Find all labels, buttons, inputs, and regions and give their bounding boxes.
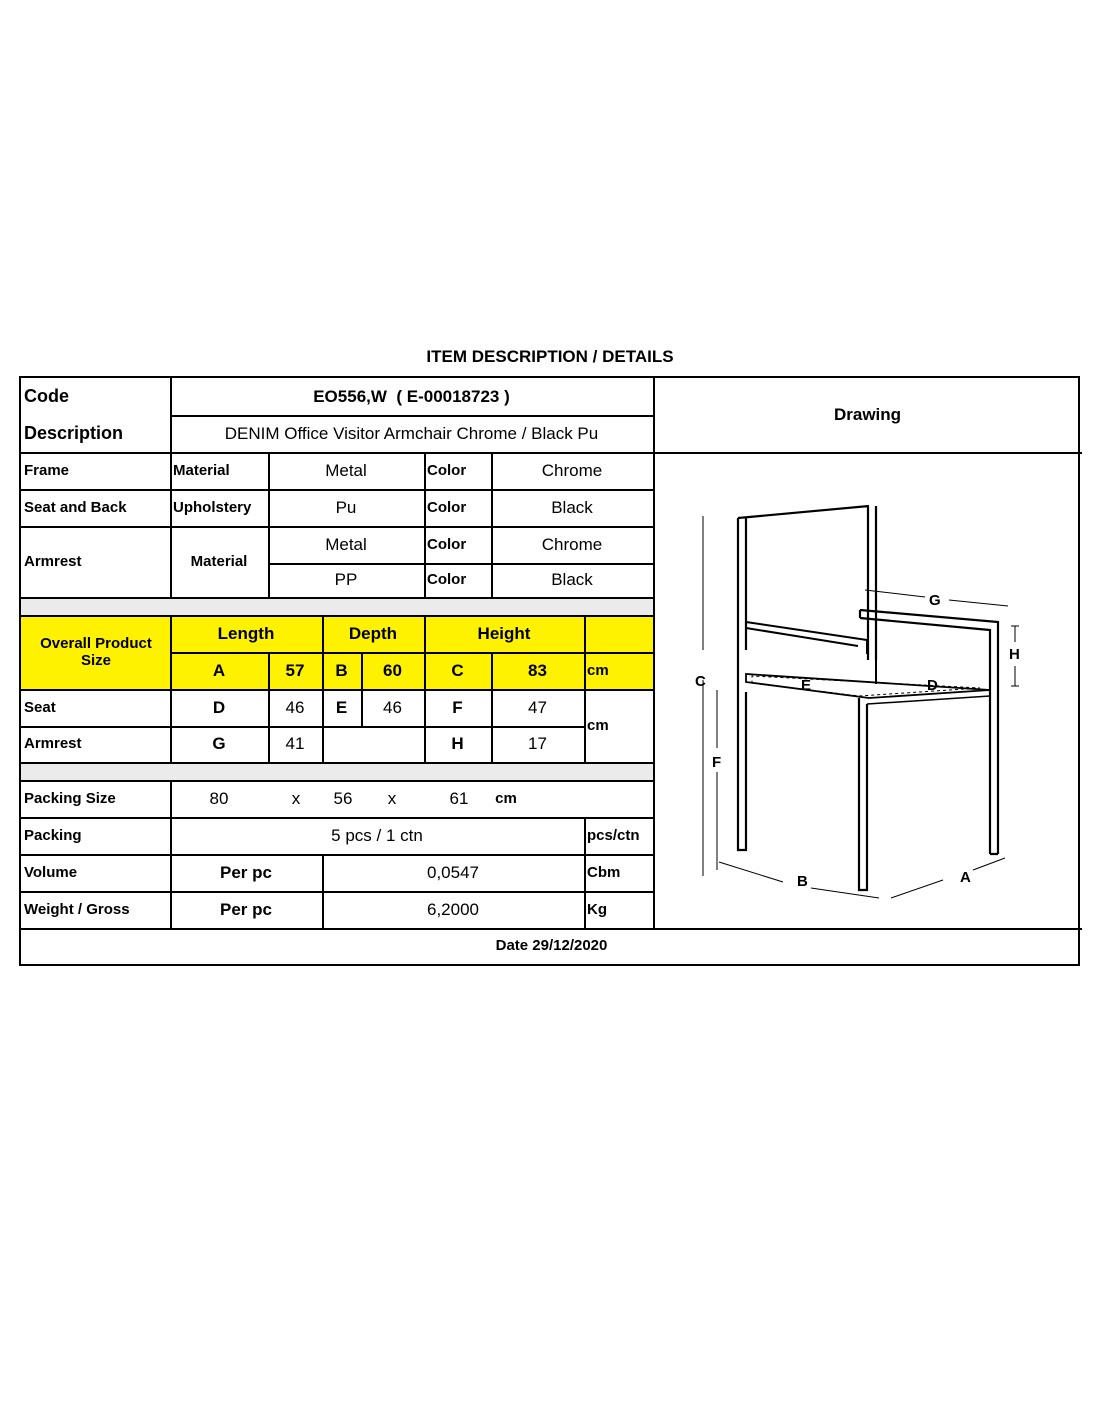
- spacer-row: [21, 597, 653, 615]
- volume-per: Per pc: [220, 862, 272, 882]
- armrest-size-label: Armrest: [24, 735, 82, 753]
- weight-value: 6,2000: [427, 899, 479, 919]
- drawing-letter-e: E: [801, 677, 812, 694]
- packing-size-label: Packing Size: [24, 789, 116, 807]
- seat-back-upholstery-value: Pu: [335, 497, 357, 517]
- packing-size-x2: x: [387, 788, 397, 808]
- drawing-letter-f: F: [712, 754, 722, 771]
- letter-h: H: [451, 734, 464, 754]
- length-header: Length: [217, 623, 275, 643]
- packing-size-unit: cm: [495, 789, 517, 807]
- chair-drawing: [653, 454, 1080, 926]
- letter-g: G: [212, 734, 226, 754]
- frame-color-label: Color: [427, 461, 467, 479]
- packing-size-x1: x: [291, 788, 301, 808]
- frame-material-value: Metal: [325, 460, 367, 480]
- armrest-color-label-1: Color: [427, 535, 467, 553]
- size-unit: cm: [587, 716, 609, 734]
- volume-unit: Cbm: [587, 863, 621, 881]
- packing-unit: pcs/ctn: [587, 826, 640, 844]
- weight-label: Weight / Gross: [24, 900, 130, 918]
- value-c: 83: [528, 660, 547, 680]
- description-value: DENIM Office Visitor Armchair Chrome / Black Pu: [224, 423, 599, 443]
- seat-back-label: Seat and Back: [24, 498, 127, 516]
- left-armrest: [746, 622, 867, 654]
- letter-b: B: [335, 660, 348, 680]
- value-b: 60: [383, 660, 402, 680]
- value-f: 47: [528, 697, 547, 717]
- packing-size-height: 61: [449, 788, 469, 808]
- packing-size-length: 80: [209, 788, 229, 808]
- seat-back-color-value: Black: [551, 497, 593, 517]
- seat-back-upholstery-label: Upholstery: [173, 498, 252, 516]
- drawing-letter-h: H: [1009, 646, 1020, 663]
- value-g: 41: [285, 734, 305, 754]
- frame-label: Frame: [24, 461, 70, 479]
- armrest-material-1: Metal: [325, 534, 367, 554]
- drawing-letter-g: G: [929, 592, 941, 609]
- drawing-label: Drawing: [833, 405, 902, 425]
- frame-color-value: Chrome: [541, 460, 603, 480]
- code-value: EO556,W ( E-00018723 ): [313, 386, 510, 406]
- drawing-letter-c: C: [695, 673, 706, 690]
- armrest-material-2: PP: [334, 570, 358, 590]
- packing-value: 5 pcs / 1 ctn: [331, 825, 423, 845]
- armrest-label: Armrest: [24, 552, 82, 570]
- depth-header: Depth: [348, 623, 398, 643]
- letter-c: C: [451, 660, 464, 680]
- armrest-color-1: Chrome: [541, 534, 603, 554]
- weight-unit: Kg: [587, 900, 607, 918]
- height-header: Height: [477, 623, 531, 643]
- front-right-leg: [859, 698, 867, 890]
- value-d: 46: [285, 697, 305, 717]
- value-e: 46: [383, 697, 402, 717]
- spec-sheet: [19, 376, 1080, 966]
- letter-a: A: [212, 660, 226, 680]
- right-armrest: [860, 610, 998, 854]
- description-label: Description: [24, 423, 124, 444]
- code-label: Code: [24, 386, 69, 407]
- page-title: ITEM DESCRIPTION / DETAILS: [426, 347, 674, 366]
- packing-label: Packing: [24, 826, 82, 844]
- footer-date: Date 29/12/2020: [495, 937, 608, 955]
- drawing-letter-d: D: [927, 677, 938, 694]
- armrest-color-label-2: Color: [427, 571, 467, 589]
- value-h: 17: [528, 734, 547, 754]
- letter-f: F: [452, 697, 463, 717]
- overall-size-label: Overall Product Size: [40, 634, 152, 669]
- overall-unit: cm: [587, 661, 609, 679]
- packing-size-width: 56: [333, 788, 353, 808]
- letter-e: E: [335, 697, 348, 717]
- seat-label: Seat: [24, 698, 56, 716]
- value-a: 57: [285, 660, 305, 680]
- volume-label: Volume: [24, 863, 78, 881]
- frame-material-label: Material: [173, 461, 230, 479]
- armrest-color-2: Black: [551, 570, 593, 590]
- armrest-material-label: Material: [190, 552, 248, 570]
- drawing-letter-a: A: [960, 869, 971, 886]
- seat-back-color-label: Color: [427, 498, 467, 516]
- drawing-letter-b: B: [797, 873, 808, 890]
- front-left-leg: [738, 650, 746, 850]
- volume-value: 0,0547: [427, 862, 479, 882]
- letter-d: D: [212, 697, 226, 717]
- spacer-row: [21, 762, 653, 780]
- weight-per: Per pc: [220, 899, 272, 919]
